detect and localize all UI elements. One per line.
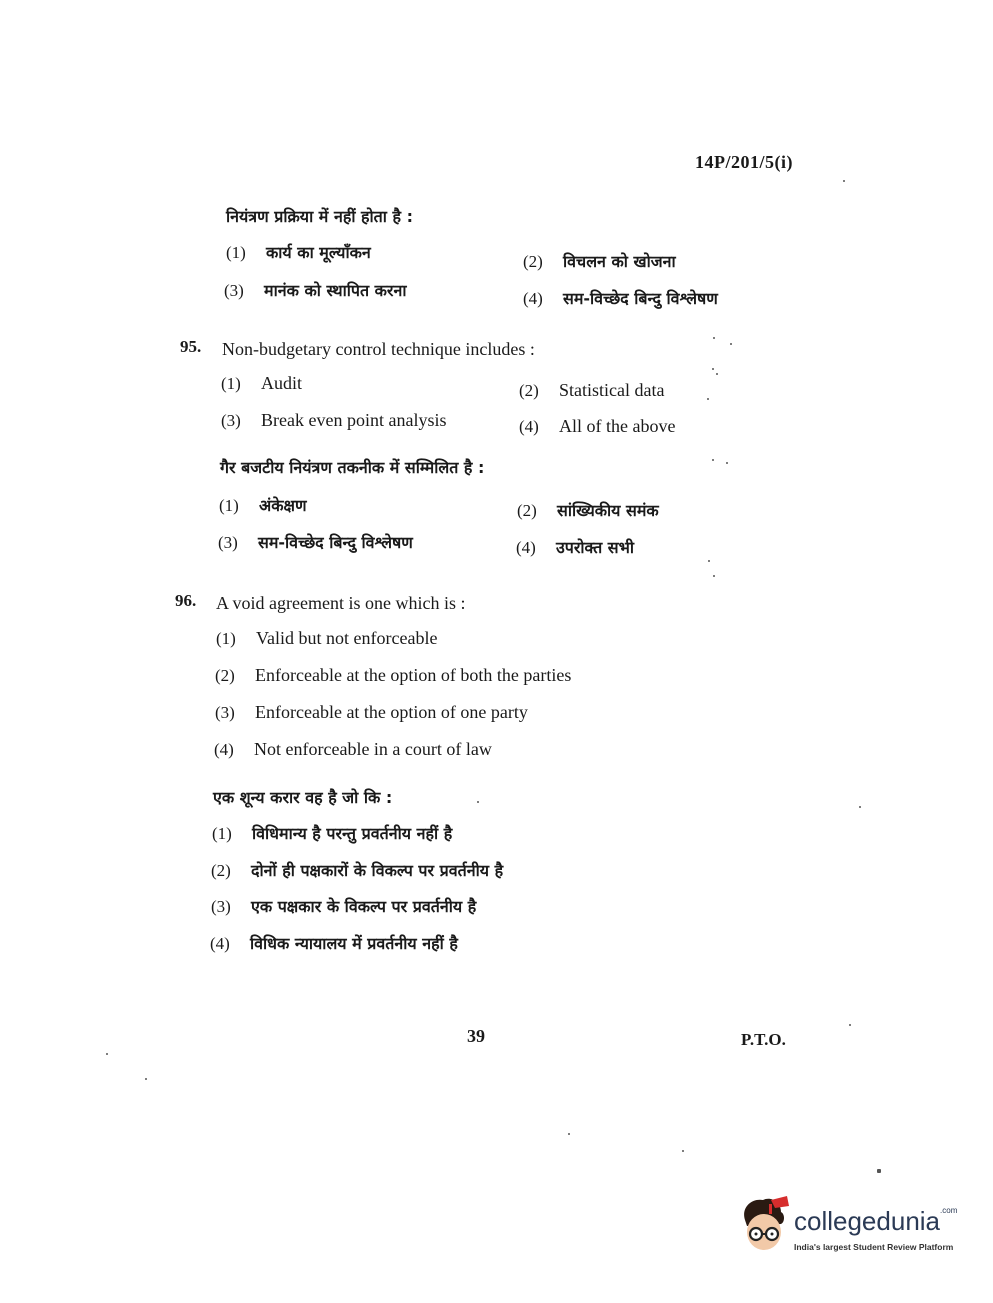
option-text: Not enforceable in a court of law — [254, 739, 492, 759]
q95-number: 95. — [180, 337, 202, 356]
scan-speck — [726, 462, 728, 464]
pto-label: P.T.O. — [741, 1030, 786, 1049]
option-number: (1) — [226, 243, 246, 262]
option-text: उपरोक्त सभी — [556, 538, 635, 557]
option-number: (1) — [216, 629, 236, 648]
paper-code: 14P/201/5(i) — [695, 152, 793, 172]
q95-option-1-en — [221, 373, 302, 394]
option-text: सम-विच्छेद बिन्दु विश्लेषण — [563, 289, 718, 308]
scan-speck — [716, 373, 718, 375]
q95-stem-english: Non-budgetary control technique includes : — [222, 339, 535, 359]
q94-option-4 — [523, 287, 718, 309]
q94-stem-hindi: नियंत्रण प्रक्रिया में नहीं होता है : — [226, 207, 413, 226]
option-text: Valid but not enforceable — [256, 628, 438, 648]
q95-stem-hindi: गैर बजटीय नियंत्रण तकनीक में सम्मिलित है : — [220, 458, 485, 477]
option-text: Enforceable at the option of both the parties — [255, 665, 572, 685]
brand-name — [794, 1206, 957, 1237]
option-text: एक पक्षकार के विकल्प पर प्रवर्तनीय है — [251, 897, 477, 916]
option-text: Audit — [261, 373, 303, 393]
option-number: (2) — [211, 861, 231, 880]
scan-speck — [145, 1078, 147, 1080]
scan-speck — [568, 1133, 570, 1135]
option-number: (2) — [519, 381, 539, 400]
scan-speck — [849, 1024, 851, 1026]
scan-speck — [713, 337, 715, 339]
option-number: (4) — [516, 538, 536, 557]
option-number: (4) — [523, 289, 543, 308]
scan-speck — [712, 368, 714, 370]
q96-stem-english: A void agreement is one which is : — [216, 593, 466, 613]
student-mascot-icon — [737, 1194, 793, 1258]
scan-speck — [843, 180, 845, 182]
option-number: (3) — [224, 281, 244, 300]
q95-option-2-en — [519, 380, 664, 401]
q96-option-1-en — [216, 628, 437, 649]
option-number: (3) — [221, 411, 241, 430]
collegedunia-watermark — [737, 1192, 967, 1262]
q96-option-1-hi — [212, 822, 452, 844]
scan-speck — [859, 806, 861, 808]
brand-domain: .com — [940, 1206, 958, 1215]
q94-option-2 — [523, 250, 676, 272]
brand-text: collegedunia — [794, 1206, 941, 1236]
option-number: (1) — [212, 824, 232, 843]
option-text: सम-विच्छेद बिन्दु विश्लेषण — [258, 533, 413, 552]
q96-option-2-en — [215, 665, 571, 686]
scan-speck — [707, 398, 709, 400]
scan-speck — [477, 801, 479, 803]
scan-speck — [713, 575, 715, 577]
q95-option-4-en — [519, 416, 675, 437]
q95-option-1-hi — [219, 494, 307, 516]
q94-option-1 — [226, 241, 371, 263]
option-number: (1) — [219, 496, 239, 515]
option-number: (4) — [519, 417, 539, 436]
option-text: विधिक न्यायालय में प्रवर्तनीय नहीं है — [250, 934, 458, 953]
option-number: (2) — [523, 252, 543, 271]
option-number: (2) — [215, 666, 235, 685]
option-text: अंकेक्षण — [259, 496, 307, 515]
option-text: विधिमान्य है परन्तु प्रवर्तनीय नहीं है — [252, 824, 453, 843]
option-number: (3) — [211, 897, 231, 916]
q95-option-3-en — [221, 410, 446, 431]
option-text: सांख्यिकीय समंक — [557, 501, 659, 520]
option-text: Break even point analysis — [261, 410, 447, 430]
q95-option-2-hi — [517, 499, 659, 521]
option-text: Enforceable at the option of one party — [255, 702, 528, 722]
option-number: (4) — [210, 934, 230, 953]
brand-tagline: India's largest Student Review Platform — [794, 1242, 954, 1252]
q95-option-3-hi — [218, 531, 413, 553]
page-number: 39 — [467, 1026, 485, 1046]
option-text: Statistical data — [559, 380, 665, 400]
q94-option-3 — [224, 279, 407, 301]
scan-speck — [106, 1053, 108, 1055]
option-number: (3) — [215, 703, 235, 722]
scan-speck — [712, 459, 714, 461]
option-number: (2) — [517, 501, 537, 520]
option-number: (4) — [214, 740, 234, 759]
option-text: विचलन को खोजना — [563, 252, 676, 271]
scan-speck — [708, 560, 710, 562]
q96-stem-hindi: एक शून्य करार वह है जो कि : — [213, 788, 393, 807]
option-text: मानंक को स्थापित करना — [264, 281, 407, 300]
q96-option-4-en — [214, 739, 492, 760]
q96-option-3-hi — [211, 895, 476, 917]
q96-option-4-hi — [210, 932, 458, 954]
q96-option-3-en — [215, 702, 528, 723]
q96-option-2-hi — [211, 859, 503, 881]
q96-number: 96. — [175, 591, 197, 610]
scan-speck — [877, 1169, 881, 1173]
option-text: कार्य का मूल्यॉंकन — [266, 243, 371, 262]
option-text: दोनों ही पक्षकारों के विकल्प पर प्रवर्तनीय है — [251, 861, 504, 880]
scan-speck — [730, 343, 732, 345]
option-number: (1) — [221, 374, 241, 393]
scan-speck — [682, 1150, 684, 1152]
option-text: All of the above — [559, 416, 676, 436]
q95-option-4-hi — [516, 536, 634, 558]
option-number: (3) — [218, 533, 238, 552]
